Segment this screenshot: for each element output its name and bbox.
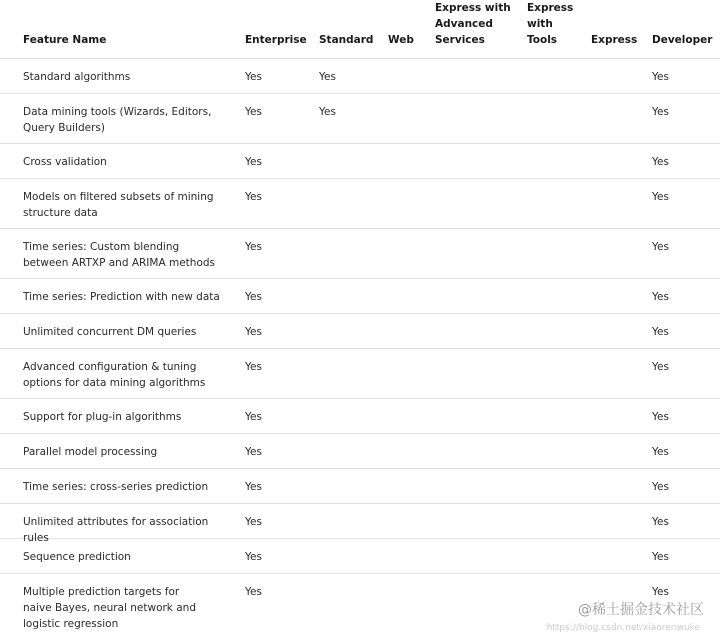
enterprise-cell: Yes	[245, 71, 262, 83]
enterprise-cell: Yes	[245, 516, 262, 528]
feature-cell: Unlimited attributes for association rules	[23, 516, 209, 544]
table-row	[0, 179, 720, 229]
enterprise-cell: Yes	[245, 551, 262, 563]
feature-cell: Unlimited concurrent DM queries	[23, 326, 197, 338]
enterprise-cell: Yes	[245, 361, 262, 373]
developer-cell: Yes	[652, 71, 669, 83]
developer-cell: Yes	[652, 191, 669, 203]
enterprise-cell: Yes	[245, 586, 262, 598]
enterprise-cell: Yes	[245, 156, 262, 168]
developer-cell: Yes	[652, 586, 669, 598]
developer-cell: Yes	[652, 411, 669, 423]
header-express-advanced: Express with Advanced Services	[435, 2, 511, 46]
feature-cell: Advanced configuration & tuning options for data mining algorithms	[23, 361, 206, 389]
enterprise-cell: Yes	[245, 326, 262, 338]
feature-cell: Sequence prediction	[23, 551, 131, 563]
feature-cell: Multiple prediction targets for naive Bayes, neural network and logistic regression	[23, 586, 196, 630]
table-row	[0, 469, 720, 504]
enterprise-cell: Yes	[245, 106, 262, 118]
header-standard: Standard	[319, 34, 374, 46]
feature-cell: Cross validation	[23, 156, 107, 168]
header-express: Express	[591, 34, 638, 46]
table-row	[0, 229, 720, 279]
developer-cell: Yes	[652, 361, 669, 373]
enterprise-cell: Yes	[245, 411, 262, 423]
watermark-url: https://blog.csdn.net/xiaorenwuke	[546, 623, 700, 633]
developer-cell: Yes	[652, 106, 669, 118]
enterprise-cell: Yes	[245, 241, 262, 253]
feature-cell: Time series: cross-series prediction	[23, 481, 209, 493]
header-express-tools: Express with Tools	[527, 2, 574, 46]
header-feature-name: Feature Name	[23, 34, 107, 46]
header-enterprise: Enterprise	[245, 34, 307, 46]
table-header-row	[0, 0, 720, 59]
developer-cell: Yes	[652, 241, 669, 253]
table-row	[0, 539, 720, 574]
table-row	[0, 504, 720, 544]
enterprise-cell: Yes	[245, 481, 262, 493]
developer-cell: Yes	[652, 156, 669, 168]
developer-cell: Yes	[652, 326, 669, 338]
feature-cell: Standard algorithms	[23, 71, 131, 83]
header-developer: Developer	[652, 34, 713, 46]
table-row	[0, 94, 720, 144]
developer-cell: Yes	[652, 516, 669, 528]
table-row	[0, 399, 720, 434]
enterprise-cell: Yes	[245, 191, 262, 203]
table-row	[0, 314, 720, 349]
feature-cell: Support for plug-in algorithms	[23, 411, 182, 423]
enterprise-cell: Yes	[245, 446, 262, 458]
feature-cell: Time series: Prediction with new data	[23, 291, 220, 303]
table-row	[0, 349, 720, 399]
developer-cell: Yes	[652, 551, 669, 563]
standard-cell: Yes	[319, 106, 336, 118]
enterprise-cell: Yes	[245, 291, 262, 303]
table-row	[0, 144, 720, 179]
developer-cell: Yes	[652, 481, 669, 493]
watermark-text: @稀土掘金技术社区	[578, 602, 704, 618]
feature-cell: Data mining tools (Wizards, Editors, Query Builders)	[23, 106, 212, 134]
standard-cell: Yes	[319, 71, 336, 83]
table-row	[0, 434, 720, 469]
feature-cell: Parallel model processing	[23, 446, 158, 458]
table-row	[0, 279, 720, 314]
feature-cell: Time series: Custom blending between ARTXP and ARIMA methods	[23, 241, 215, 269]
feature-cell: Models on filtered subsets of mining structure data	[23, 191, 214, 219]
developer-cell: Yes	[652, 446, 669, 458]
table-row	[0, 59, 720, 94]
header-web: Web	[388, 34, 414, 46]
developer-cell: Yes	[652, 291, 669, 303]
